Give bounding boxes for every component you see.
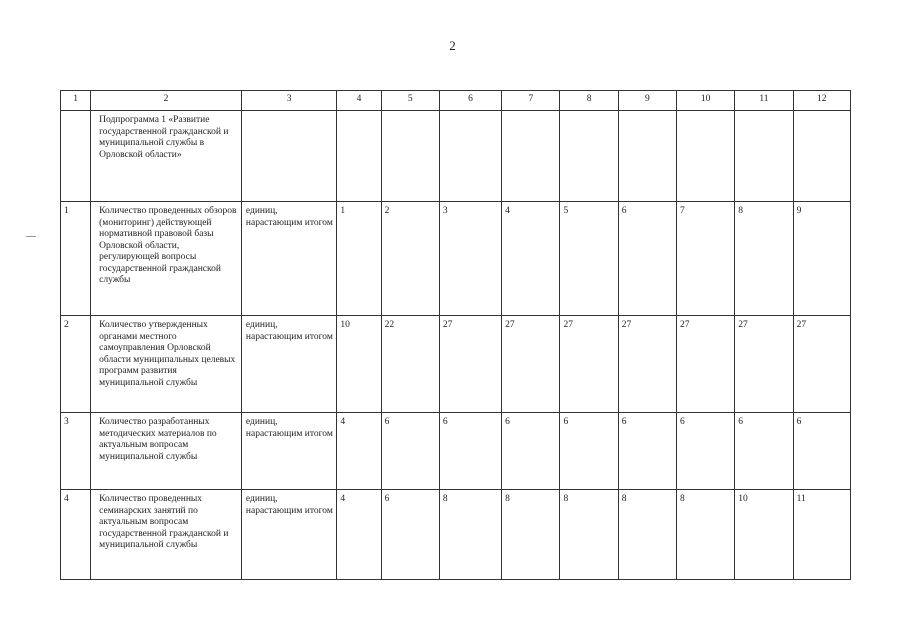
value-cell: 27 [618, 316, 676, 413]
value-cell: 11 [793, 490, 850, 580]
value-cell: 6 [735, 413, 793, 490]
table-row [61, 202, 851, 316]
header-cell: 12 [793, 91, 850, 111]
value-cell [502, 111, 560, 202]
value-cell: 4 [337, 490, 381, 580]
value-cell: 6 [381, 490, 439, 580]
value-cell [735, 111, 793, 202]
indicator-name: Количество утвержденных органами местного самоуправления Орловской области муниципальных целевых программ развития муниципальной службы [91, 316, 242, 413]
value-cell: 27 [560, 316, 618, 413]
header-cell: 6 [439, 91, 501, 111]
value-cell: 8 [677, 490, 735, 580]
page-number: 2 [449, 38, 456, 53]
header-cell: 9 [618, 91, 676, 111]
indicator-name: Количество проведенных обзоров (мониторинг) действующей нормативной правовой базы Орловской области, регулирующей вопросы государственной гражданской службы [91, 202, 242, 316]
header-cell: 3 [241, 91, 336, 111]
value-cell: 4 [337, 413, 381, 490]
header-cell: 2 [91, 91, 242, 111]
row-number: 1 [61, 202, 91, 316]
value-cell [677, 111, 735, 202]
header-cell: 11 [735, 91, 793, 111]
value-cell: 8 [735, 202, 793, 316]
value-cell: 22 [381, 316, 439, 413]
header-cell: 5 [381, 91, 439, 111]
header-cell: 7 [502, 91, 560, 111]
value-cell: 10 [337, 316, 381, 413]
value-cell [337, 111, 381, 202]
value-cell: 27 [677, 316, 735, 413]
value-cell: 6 [439, 413, 501, 490]
unit-cell: единиц, нарастающим итогом [241, 413, 336, 490]
indicators-table [60, 90, 851, 580]
value-cell: 27 [735, 316, 793, 413]
value-cell [381, 111, 439, 202]
table-row [61, 111, 851, 202]
value-cell: 1 [337, 202, 381, 316]
value-cell: 27 [793, 316, 850, 413]
row-number [61, 111, 91, 202]
value-cell: 27 [439, 316, 501, 413]
indicator-name: Количество разработанных методических материалов по актуальным вопросам муниципальной службы [91, 413, 242, 490]
value-cell: 6 [618, 202, 676, 316]
value-cell: 7 [677, 202, 735, 316]
margin-mark [26, 236, 36, 237]
value-cell: 3 [439, 202, 501, 316]
row-number: 3 [61, 413, 91, 490]
value-cell [439, 111, 501, 202]
value-cell: 8 [502, 490, 560, 580]
table-header-row [61, 91, 851, 111]
unit-cell: единиц, нарастающим итогом [241, 202, 336, 316]
value-cell: 6 [793, 413, 850, 490]
value-cell: 8 [618, 490, 676, 580]
value-cell: 2 [381, 202, 439, 316]
value-cell [560, 111, 618, 202]
value-cell: 6 [560, 413, 618, 490]
value-cell [618, 111, 676, 202]
value-cell: 4 [502, 202, 560, 316]
header-cell: 8 [560, 91, 618, 111]
value-cell: 27 [502, 316, 560, 413]
unit-cell [241, 111, 336, 202]
header-cell: 4 [337, 91, 381, 111]
value-cell [793, 111, 850, 202]
row-number: 2 [61, 316, 91, 413]
value-cell: 9 [793, 202, 850, 316]
header-cell: 10 [677, 91, 735, 111]
value-cell: 8 [560, 490, 618, 580]
table-row [61, 490, 851, 580]
unit-cell: единиц, нарастающим итогом [241, 316, 336, 413]
value-cell: 6 [381, 413, 439, 490]
row-number: 4 [61, 490, 91, 580]
indicator-name: Подпрограмма 1 «Развитие государственной гражданской и муниципальной службы в Орловской области» [91, 111, 242, 202]
unit-cell: единиц, нарастающим итогом [241, 490, 336, 580]
header-cell: 1 [61, 91, 91, 111]
value-cell: 5 [560, 202, 618, 316]
value-cell: 10 [735, 490, 793, 580]
value-cell: 6 [677, 413, 735, 490]
value-cell: 8 [439, 490, 501, 580]
table-row [61, 316, 851, 413]
value-cell: 6 [502, 413, 560, 490]
value-cell: 6 [618, 413, 676, 490]
table-row [61, 413, 851, 490]
indicator-name: Количество проведенных семинарских занятий по актуальным вопросам государственной гражданской и муниципальной службы [91, 490, 242, 580]
